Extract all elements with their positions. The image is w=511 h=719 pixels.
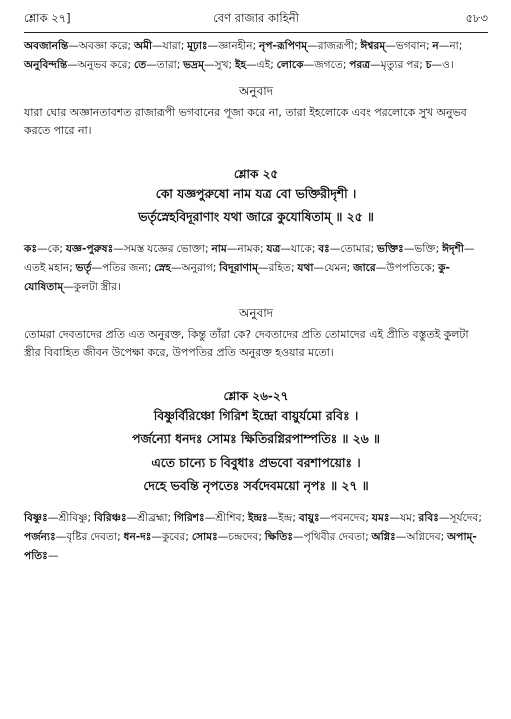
header-page-number: ৫৮৩ bbox=[465, 11, 488, 25]
gloss-meaning: ও। bbox=[442, 59, 454, 72]
gloss-word: কু-যোষিতাম্ bbox=[24, 262, 450, 294]
gloss-word: কঃ bbox=[24, 242, 38, 255]
gloss-word: ঈশ্বরম্ bbox=[360, 40, 386, 52]
sloka-heading: শ্লোক ২৬-২৭ bbox=[223, 388, 289, 403]
gloss-meaning: যেমন; bbox=[324, 262, 354, 275]
gloss-meaning: মৃত্যুর পর; bbox=[380, 59, 426, 72]
gloss-word: তে bbox=[133, 59, 147, 72]
gloss-meaning: সুখ; bbox=[214, 59, 235, 72]
gloss-meaning: নামক; bbox=[237, 242, 267, 255]
gloss-word: পরত্র bbox=[349, 59, 371, 72]
gloss-meaning: শ্রীব্রহ্মা; bbox=[137, 511, 174, 524]
gloss-word: যমঃ bbox=[371, 511, 390, 524]
word-gloss: কঃ—কে; যজ্ঞ-পুরুষঃ—সমস্ত যজ্ঞের ভোক্তা; নাম—নামক; যত্র—যাকে; বঃ—তোমার; ভক্তিঃ—ভক্তি; ঈদৃশী—এতই মহান; ভর্তৃ—পতির জন্য; স্নেহ—অনুরাগ; বিদূরাণাম্—রহিত; যথা—যেমন; জারে—উপপতিকে; কু-যোষিতাম্—কুলটা স্ত্রীর। bbox=[24, 242, 475, 294]
sloka-heading: শ্লোক ২৫ bbox=[233, 166, 279, 181]
gloss-meaning: অনুভব করে; bbox=[77, 59, 134, 72]
gloss-word: অপাম্-পতিঃ bbox=[24, 531, 477, 563]
gloss-word: ভর্তৃ bbox=[75, 262, 92, 275]
gloss-word: যত্র bbox=[266, 242, 281, 255]
gloss-word: ভদ্রম্ bbox=[183, 59, 204, 72]
gloss-word: ক্ষিতিঃ bbox=[264, 531, 294, 544]
gloss-meaning: না; bbox=[449, 40, 463, 52]
gloss-word: নৃপ-রূপিণম্ bbox=[259, 40, 308, 52]
gloss-word: পর্জন্যঃ bbox=[24, 531, 56, 544]
verse-line: এতে চান্যে চ বিবুধাঃ প্রভবো বরশাপয়োঃ । bbox=[151, 455, 361, 470]
gloss-meaning: রহিত; bbox=[268, 262, 298, 275]
gloss-word: অনুবিন্দন্তি bbox=[24, 59, 68, 72]
gloss-word: রবিঃ bbox=[418, 511, 439, 524]
gloss-meaning: কে; bbox=[47, 242, 66, 255]
word-gloss: বিষ্ণুঃ—শ্রীবিষ্ণু; বিরিঞ্চঃ—শ্রীব্রহ্মা; গিরিশঃ—শ্রীশিব; ইন্দ্রঃ—ইন্দ্র; বায়ুঃ—পবনদেব; যমঃ—যম; রবিঃ—সূর্যদেব; পর্জন্যঃ—বৃষ্টির দেবতা; ধন-দঃ—কুবের; সোমঃ—চন্দ্রদেব; ক্ষিতিঃ—পৃথিবীর দেবতা; অগ্নিঃ—অগ্নিদেব; অপাম্-পতিঃ— bbox=[24, 511, 482, 563]
gloss-word: চ bbox=[425, 59, 432, 72]
gloss-meaning: অনুরাগ; bbox=[181, 262, 220, 275]
gloss-meaning: বৃষ্টির দেবতা; bbox=[66, 531, 124, 544]
gloss-word: নাম bbox=[211, 242, 227, 255]
book-page bbox=[24, 6, 488, 714]
gloss-word: অবজানন্তি bbox=[24, 40, 69, 52]
word-gloss: অবজানন্তি—অবজ্ঞা করে; অমী—যারা; মূঢ়াঃ—জ্ঞানহীন; নৃপ-রূপিণম্—রাজরূপী; ঈশ্বরম্—ভগবান; ন—না; অনুবিন্দন্তি—অনুভব করে; তে—তারা; ভদ্রম্—সুখ; ইহ—এই; লোকে—জগতে; পরত্র—মৃত্যুর পর; চ—ও। bbox=[24, 40, 463, 72]
gloss-word: বঃ bbox=[318, 242, 330, 255]
verse-line: দেহে ভবন্তি নৃপতেঃ সর্বদেবময়ো নৃপঃ ॥ ২৭ ॥ bbox=[143, 479, 369, 494]
gloss-meaning: পবনদেব; bbox=[330, 511, 372, 524]
gloss-meaning: যম; bbox=[400, 511, 419, 524]
verse-line: ভর্তৃস্নেহবিদূরাণাং যথা জারে কুযোষিতাম্ ॥ ২৫ ॥ bbox=[138, 210, 374, 225]
header-chapter-title: বেণ রাজার কাহিনী bbox=[213, 11, 299, 25]
gloss-meaning: শ্রীশিব; bbox=[215, 511, 248, 524]
running-header bbox=[24, 6, 488, 30]
gloss-word: স্নেহ bbox=[154, 262, 171, 275]
gloss-word: লোকে bbox=[276, 59, 304, 72]
gloss-meaning: জ্ঞানহীন; bbox=[218, 40, 260, 52]
gloss-word: বিরিঞ্চঃ bbox=[93, 511, 127, 524]
gloss-word: যথা bbox=[297, 262, 314, 275]
gloss-meaning: ইন্দ্র; bbox=[278, 511, 299, 524]
gloss-meaning: অগ্নিদেব; bbox=[406, 531, 448, 544]
gloss-meaning: পৃথিবীর দেবতা; bbox=[303, 531, 372, 544]
gloss-meaning: সূর্যদেব; bbox=[449, 511, 482, 524]
gloss-meaning: জগতে; bbox=[314, 59, 350, 72]
gloss-word: গিরিশঃ bbox=[173, 511, 205, 524]
gloss-word: বায়ুঃ bbox=[298, 511, 320, 524]
gloss-meaning: এতই মহান; bbox=[24, 262, 76, 275]
gloss-word: ন bbox=[432, 40, 439, 52]
gloss-meaning: রাজরূপী; bbox=[317, 40, 361, 52]
gloss-meaning: পতির জন্য; bbox=[102, 262, 155, 275]
gloss-meaning: কুবের; bbox=[161, 531, 192, 544]
verse-line: পর্জন্যো ধনদঃ সোমঃ ক্ষিতিরগ্নিরপাম্পতিঃ ॥ ২৬ ॥ bbox=[132, 432, 380, 447]
gloss-meaning: সমস্ত যজ্ঞের ভোক্তা; bbox=[123, 242, 212, 255]
translation-text: যারা ঘোর অজ্ঞানতাবশত রাজারূপী ভগবানের পূজা করে না, তারা ইহলোকে এবং পরলোকে সুখ অনুভব করতে পারে না। bbox=[24, 105, 467, 138]
gloss-meaning: ভক্তি; bbox=[414, 242, 443, 255]
gloss-word: ধন-দঃ bbox=[123, 531, 152, 544]
translation-heading: অনুবাদ bbox=[238, 83, 274, 98]
gloss-meaning: অবজ্ঞা করে; bbox=[78, 40, 134, 52]
gloss-word: বিষ্ণুঃ bbox=[24, 511, 48, 524]
gloss-meaning: চন্দ্রদেব; bbox=[228, 531, 265, 544]
verse-line: কো যজ্ঞপুরুষো নাম যত্র বো ভক্তিরীদৃশী । bbox=[155, 186, 357, 201]
gloss-word: ইহ bbox=[234, 59, 247, 72]
gloss-word: অমী bbox=[133, 40, 153, 52]
gloss-meaning: এই; bbox=[256, 59, 277, 72]
gloss-word: যজ্ঞ-পুরুষঃ bbox=[65, 242, 114, 255]
gloss-word: ভক্তিঃ bbox=[376, 242, 404, 255]
gloss-meaning: যারা; bbox=[162, 40, 188, 52]
gloss-word: ইন্দ্রঃ bbox=[247, 511, 268, 524]
gloss-word: বিদূরাণাম্ bbox=[219, 262, 259, 275]
header-verse-ref: শ্লোক ২৭] bbox=[24, 11, 71, 25]
header-rule bbox=[24, 32, 488, 33]
verse-line: বিষ্ণুর্বিরিঞ্চো গিরিশ ইন্দ্রো বায়ুর্যমো রবিঃ । bbox=[153, 408, 359, 423]
translation-text: তোমরা দেবতাদের প্রতি এত অনুরক্ত, কিন্তু তাঁরা কে? দেবতাদের প্রতি তোমাদের এই প্রীতি বস্তুতই কুলটা স্ত্রীর বিবাহিত জীবন উপেক্ষা করে, উপপতির প্রতি অনুরক্ত হওয়ার মতো। bbox=[24, 327, 469, 360]
gloss-word: ঈদৃশী bbox=[442, 242, 464, 255]
translation-heading: অনুবাদ bbox=[238, 305, 274, 320]
gloss-meaning: যাকে; bbox=[290, 242, 319, 255]
gloss-meaning: শ্রীবিষ্ণু; bbox=[58, 511, 94, 524]
gloss-meaning: কুলটা স্ত্রীর। bbox=[73, 281, 121, 294]
gloss-word: অগ্নিঃ bbox=[371, 531, 396, 544]
gloss-meaning: তারা; bbox=[156, 59, 184, 72]
gloss-meaning: তোমার; bbox=[340, 242, 377, 255]
gloss-word: সোমঃ bbox=[191, 531, 218, 544]
gloss-word: জারে bbox=[353, 262, 376, 275]
gloss-meaning: উপপতিকে; bbox=[386, 262, 439, 275]
gloss-meaning: ভগবান; bbox=[395, 40, 433, 52]
gloss-word: মূঢ়াঃ bbox=[187, 40, 208, 52]
